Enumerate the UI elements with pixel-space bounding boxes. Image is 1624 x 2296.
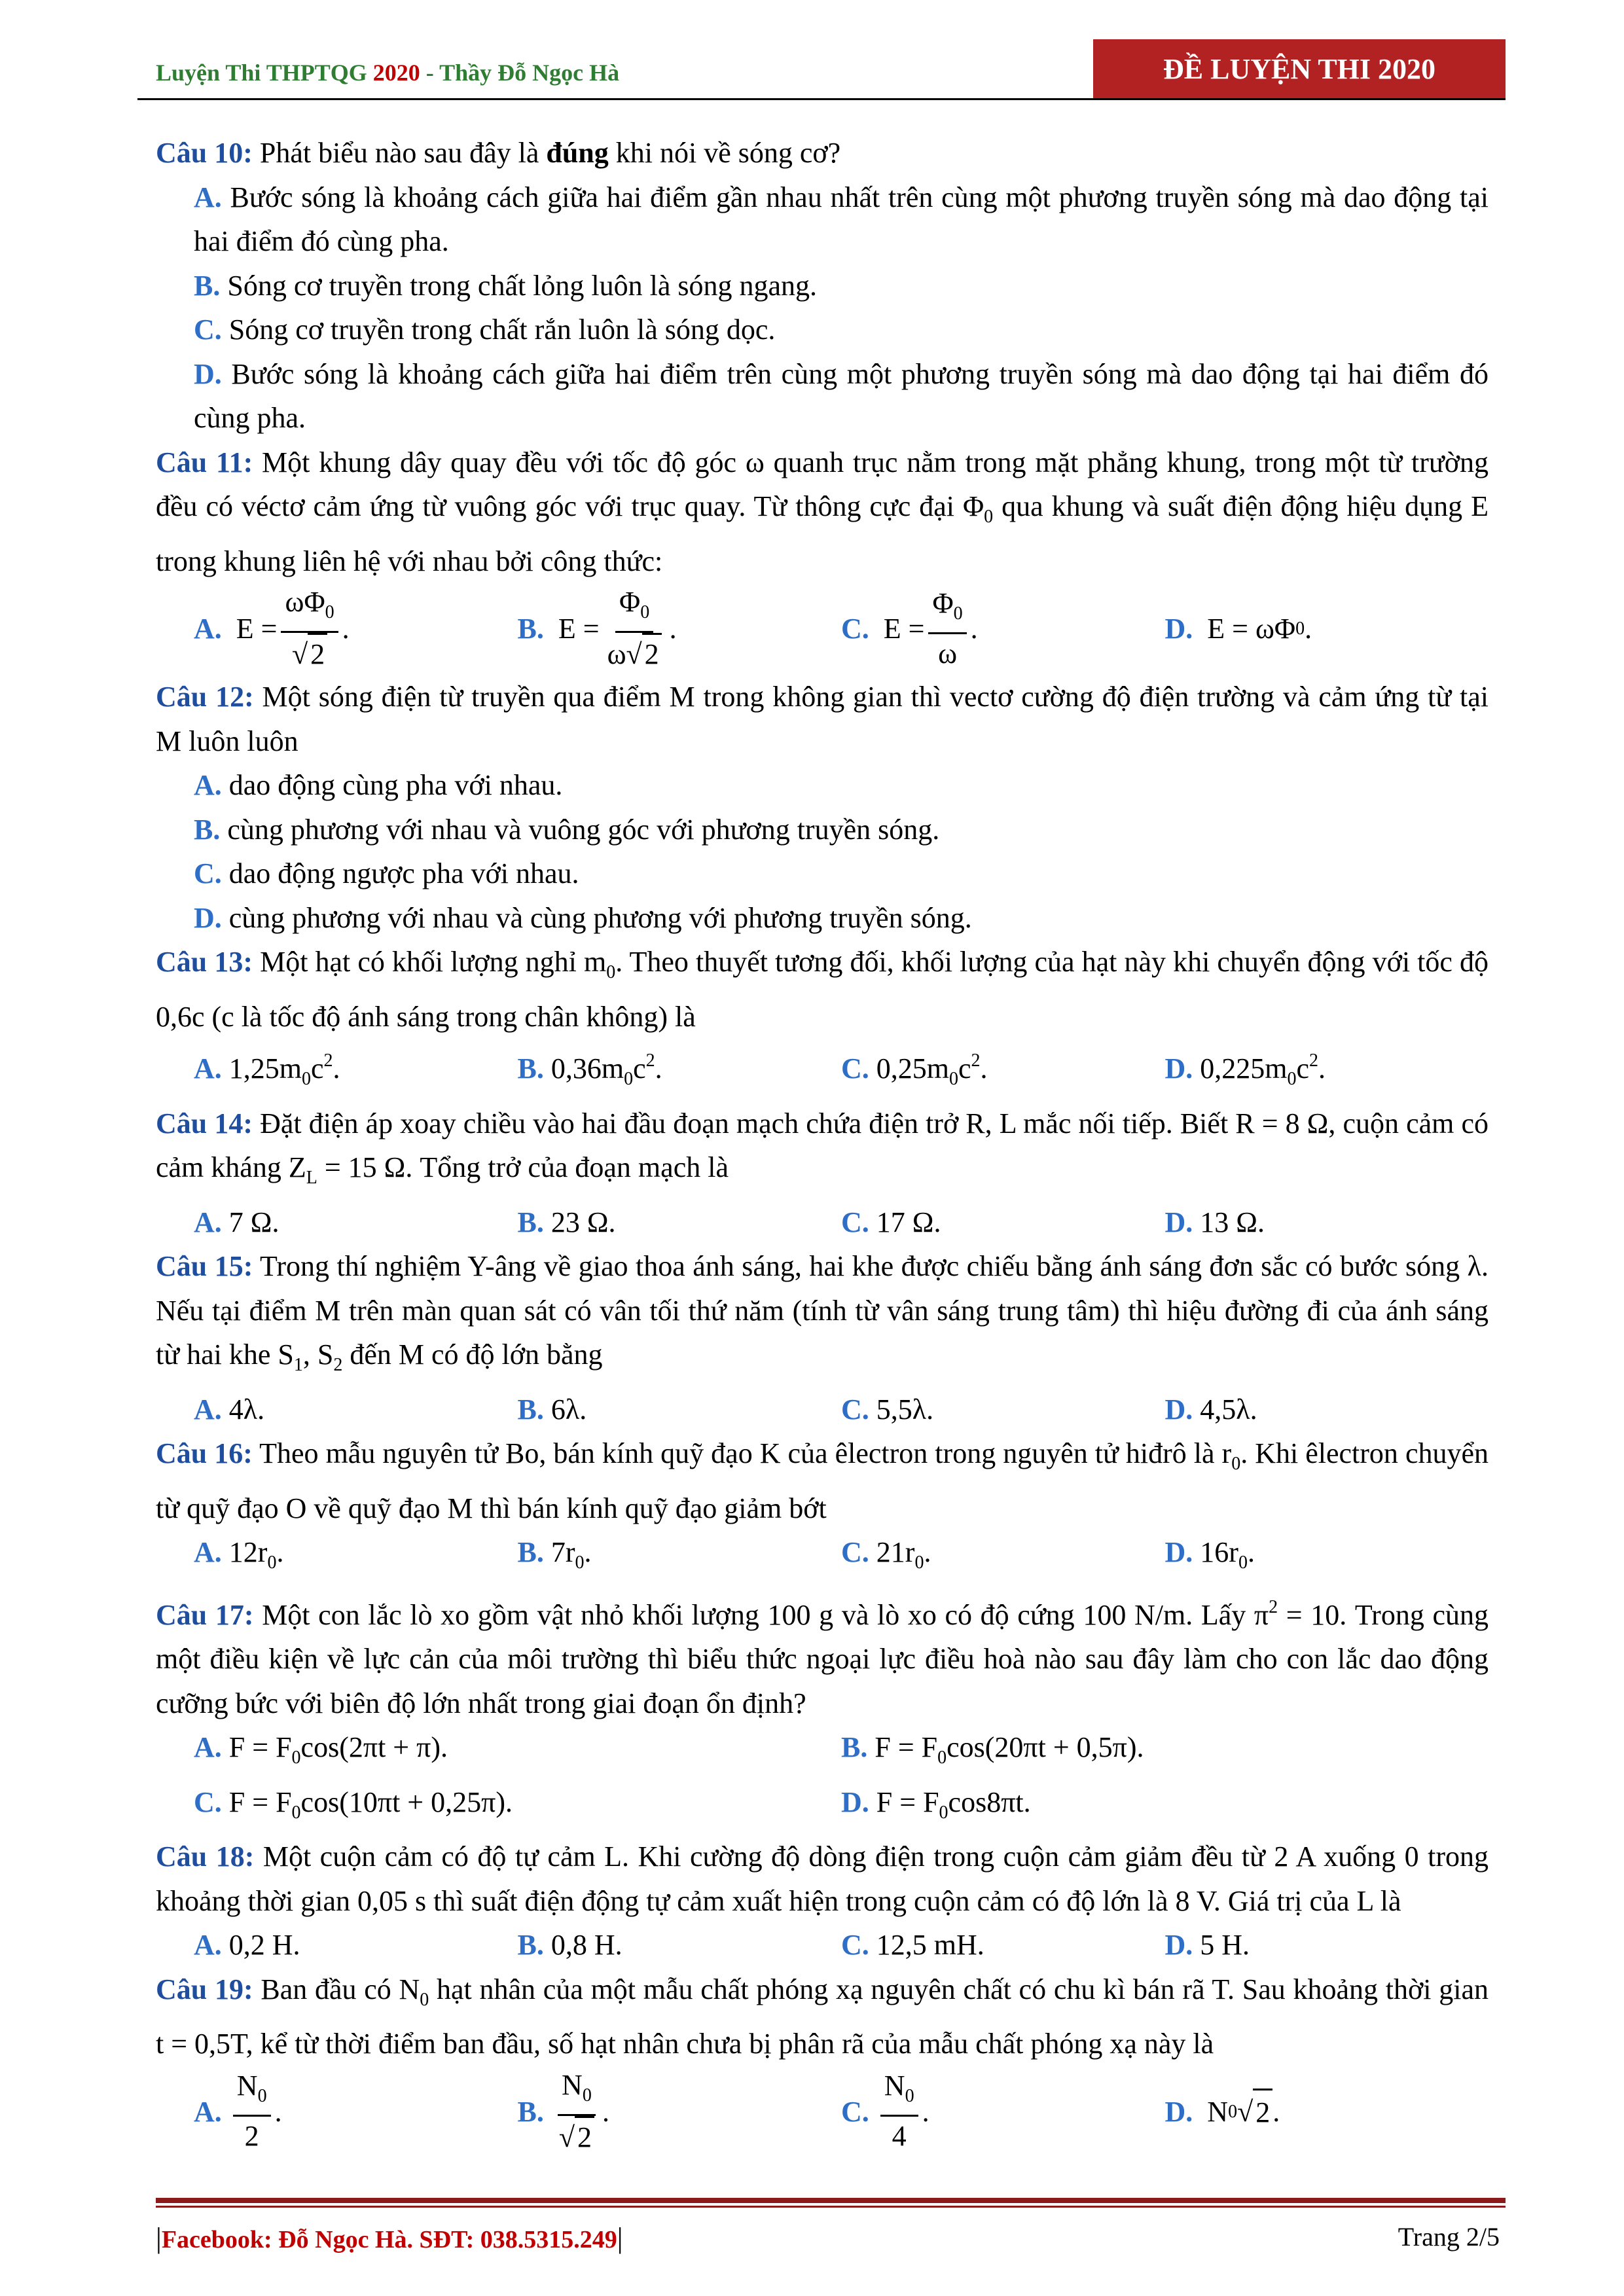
- q18-option-b: B. 0,8 H.: [517, 1929, 623, 1961]
- q13-option-d: D. $0,225m_0c^2$.: [1164, 1050, 1326, 1089]
- question-17: Câu 17: Một con lắc lò xo gồm vật nhỏ khối lượng 100 g và lò xo có độ cứng 100 N/m. Lấy $\pi^2 = 10$. Trong cùng một điều kiện về lực cản của môi trường thì biểu thức ngoại lực điều hoà nào sau đây làm cho con lắc dao động cưỡng bức với biên độ lớn nhất trong giai đoạn ổn định?: [156, 1596, 1489, 1719]
- question-18: Câu 18: Một cuộn cảm có độ tự cảm L. Khi cường độ dòng điện trong cuộn cảm giảm đều từ 2 A xuống 0 trong khoảng thời gian 0,05 s thì suất điện động tự cảm xuất hiện trong cuộn cảm có độ lớn là 8 V. Giá trị của L là: [156, 1840, 1489, 1917]
- question-14: Câu 14: Đặt điện áp xoay chiều vào hai đầu đoạn mạch chứa điện trở R, L mắc nối tiếp. Biết R = 8 Ω, cuộn cảm có cảm kháng $Z_L = 15$ Ω. Tổng trở của đoạn mạch là: [156, 1107, 1489, 1188]
- q13-options: [156, 1039, 1489, 1102]
- q10-option-c: C. Sóng cơ truyền trong chất rắn luôn là sóng dọc.: [194, 314, 776, 346]
- q11-option-b: B. E = $\Phi_0$ ω√2 .: [518, 584, 842, 674]
- footer-contact: |Facebook: Đỗ Ngọc Hà. SĐT: 038.5315.249|: [156, 2222, 623, 2254]
- question-19: Câu 19: Ban đầu có $N_0$ hạt nhân của một mẫu chất phóng xạ nguyên chất có chu kì bán rã T. Sau khoảng thời gian t = 0,5T, kể từ thời điểm ban đầu, số hạt nhân chưa bị phân rã của mẫu chất phóng xạ này là: [156, 1973, 1489, 2060]
- q11-option-a: A. E = $\omega\Phi_0$ √2 .: [194, 584, 518, 674]
- q15-option-d: D. 4,5λ.: [1164, 1393, 1257, 1426]
- footer-divider-thin: [156, 2206, 1506, 2208]
- q11-option-d: D. E = ωΦ 0 .: [1164, 613, 1312, 645]
- q11-options: [156, 583, 1489, 675]
- q12-option-c: C. dao động ngược pha với nhau.: [194, 857, 579, 889]
- q14-options: [156, 1200, 1489, 1245]
- q12-option-d: D. cùng phương với nhau và cùng phương với phương truyền sóng.: [194, 901, 972, 934]
- q16-option-b: B. $7r_0$.: [517, 1536, 592, 1573]
- header-exam-label: ĐỀ LUYỆN THI 2020: [1093, 39, 1506, 99]
- q16-options: [156, 1530, 1489, 1585]
- q10-option-d: D. Bước sóng là khoảng cách giữa hai điểm trên cùng một phương truyền sóng mà dao động tại hai điểm đó cùng pha.: [194, 357, 1489, 434]
- q14-option-c: C. 17 Ω.: [841, 1206, 941, 1238]
- q15-option-c: C. 5,5λ.: [841, 1393, 934, 1426]
- q10-option-a: A. Bước sóng là khoảng cách giữa hai điểm gần nhau nhất trên cùng một phương truyền sóng mà dao động tại hai điểm đó cùng pha.: [194, 181, 1489, 257]
- q12-option-a: A. dao động cùng pha với nhau.: [194, 769, 563, 801]
- q15-option-a: A. 4λ.: [194, 1393, 265, 1426]
- q16-option-a: A. $12r_0$.: [194, 1536, 284, 1573]
- q14-option-d: D. 13 Ω.: [1164, 1206, 1265, 1238]
- header-title: Luyện Thi THPTQG 2020 - Thầy Đỗ Ngọc Hà: [156, 60, 620, 86]
- q13-option-b: B. $0,36m_0c^2$.: [517, 1050, 662, 1089]
- q14-option-a: A. 7 Ω.: [194, 1206, 280, 1238]
- q19-option-a: A. $N_0$ 2 .: [194, 2068, 518, 2156]
- q17-options-ab: [156, 1725, 1489, 1780]
- question-13: Câu 13: Một hạt có khối lượng nghỉ $m_0$. Theo thuyết tương đối, khối lượng của hạt này khi chuyển động với tốc độ 0,6c (c là tốc độ ánh sáng trong chân không) là: [156, 946, 1489, 1033]
- q17-option-b: B. $F = F_0\cos(20\pi t + 0,5\pi)$.: [841, 1731, 1144, 1768]
- q11-option-c: C. E = $\Phi_0$ ω .: [841, 585, 1165, 673]
- q17-option-a: A. $F = F_0\cos(2\pi t + \pi)$.: [194, 1731, 448, 1768]
- q18-option-a: A. 0,2 H.: [194, 1929, 300, 1961]
- q17-option-d: D. $F = F_0\cos 8\pi t$.: [841, 1785, 1031, 1823]
- q15-option-b: B. 6λ.: [517, 1393, 587, 1426]
- question-16: Câu 16: Theo mẫu nguyên tử Bo, bán kính quỹ đạo K của êlectron trong nguyên tử hiđrô là $r_0$. Khi êlectron chuyển từ quỹ đạo O về quỹ đạo M thì bán kính quỹ đạo giảm bớt: [156, 1437, 1489, 1524]
- q18-option-d: D. 5 H.: [1164, 1929, 1250, 1961]
- question-15: Câu 15: Trong thí nghiệm Y-âng về giao thoa ánh sáng, hai khe được chiếu bằng ánh sáng đơn sắc có bước sóng λ. Nếu tại điểm M trên màn quan sát có vân tối thứ năm (tính từ vân sáng trung tâm) thì hiệu đường đi của ánh sáng từ hai khe $S_1$, $S_2$ đến M có độ lớn bằng: [156, 1250, 1489, 1375]
- q17-options-cd: [156, 1780, 1489, 1835]
- question-10: Câu 10: Phát biểu nào sau đây là đúng khi nói về sóng cơ?: [156, 137, 841, 169]
- document-body: [156, 131, 1489, 2158]
- q19-option-d: D. N 0 √ 2 .: [1165, 2089, 1489, 2135]
- footer-divider-thick: [156, 2198, 1506, 2203]
- question-11: Câu 11: Một khung dây quay đều với tốc độ góc ω quanh trục nằm trong mặt phẳng khung, trong một từ trường đều có véctơ cảm ứng từ vuông góc với trục quay. Từ thông cực đại $\Phi_0$ qua khung và suất điện động hiệu dụng E trong khung liên hệ với nhau bởi công thức:: [156, 446, 1489, 577]
- q12-option-b: B. cùng phương với nhau và vuông góc với phương truyền sóng.: [194, 813, 940, 846]
- q16-option-c: C. $21r_0$.: [841, 1536, 931, 1573]
- q10-option-b: B. Sóng cơ truyền trong chất lỏng luôn là sóng ngang.: [194, 269, 818, 302]
- q17-option-c: C. $F = F_0\cos(10\pi t + 0,25\pi)$.: [194, 1785, 513, 1823]
- q19-option-c: C. $N_0$ 4 .: [841, 2068, 1165, 2156]
- q16-option-d: D. $16r_0$.: [1164, 1536, 1255, 1573]
- header-divider: [137, 98, 1506, 100]
- q13-option-c: C. $0,25m_0c^2$.: [841, 1050, 988, 1089]
- q18-option-c: C. 12,5 mH.: [841, 1929, 984, 1961]
- q18-options: [156, 1923, 1489, 1967]
- page-number: Trang 2/5: [1398, 2222, 1500, 2251]
- q19-option-b: B. $N_0$ √2 .: [518, 2067, 842, 2157]
- q13-option-a: A. $1,25m_0c^2$.: [194, 1050, 340, 1089]
- q19-options: [156, 2066, 1489, 2158]
- question-12: Câu 12: Một sóng điện từ truyền qua điểm M trong không gian thì vectơ cường độ điện trường và cảm ứng từ tại M luôn luôn: [156, 681, 1489, 757]
- q14-option-b: B. 23 Ω.: [517, 1206, 616, 1238]
- q15-options: [156, 1388, 1489, 1432]
